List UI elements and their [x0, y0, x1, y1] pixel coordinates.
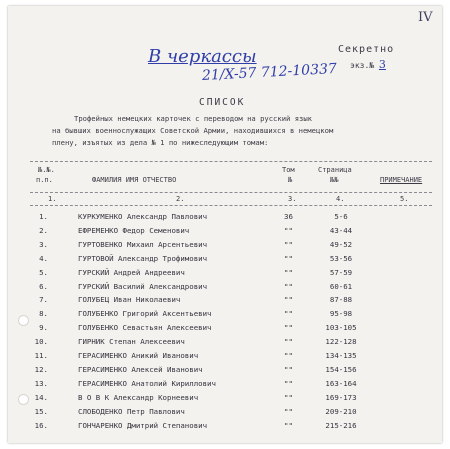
copy-label-line	[350, 58, 386, 71]
header-note: ПРИМЕЧАНИЕ	[380, 176, 423, 184]
row-volume: 36	[284, 212, 293, 221]
row-number: 12.	[34, 364, 48, 374]
row-pages: 122-128	[325, 337, 357, 347]
row-volume: ""	[284, 364, 293, 374]
row-volume: ""	[284, 253, 293, 263]
row-pages: 154-156	[325, 364, 357, 374]
header-name: ФАМИЛИЯ ИМЯ ОТЧЕСТВО	[92, 176, 177, 184]
row-pages: 87-88	[329, 295, 353, 305]
row-name: ГОЛУБЕНКО Григорий Аксентьевич	[78, 309, 212, 319]
document-page	[8, 6, 442, 443]
header-page-line1: Страница	[318, 166, 352, 174]
row-volume: ""	[284, 323, 293, 333]
punch-hole-lower	[18, 394, 29, 405]
row-number: 7.	[39, 295, 48, 305]
row-pages: 53-56	[329, 253, 353, 263]
row-name: ГУРСКИЙ Андрей Андреевич	[78, 267, 185, 277]
intro-line-3: плену, изъятых из дела № 1 по нижеследующим томам:	[52, 138, 269, 147]
row-volume: ""	[284, 295, 293, 305]
colnum-2: 2.	[176, 195, 185, 203]
row-name: В О В К Александр Корнеевич	[78, 392, 199, 402]
row-volume: ""	[284, 309, 293, 319]
corner-mark: IV	[418, 10, 433, 25]
table-rule-mid	[30, 192, 432, 193]
row-name: ГИРНИК Степан Алексеевич	[78, 337, 185, 347]
row-number: 14.	[34, 392, 48, 402]
row-volume: ""	[284, 351, 293, 360]
row-pages: 103-105	[325, 323, 357, 333]
header-volume-line1: Том	[282, 166, 295, 174]
row-pages: 163-164	[325, 378, 357, 388]
row-name: СЛОБОДЕНКО Петр Павлович	[78, 406, 185, 416]
header-volume-line2: №	[288, 176, 293, 184]
colnum-4: 4.	[336, 195, 345, 203]
row-name: ГУРТОВЕНКО Михаил Арсентьевич	[78, 239, 208, 249]
row-number: 8.	[39, 309, 48, 319]
document-title: СПИСОК	[199, 97, 246, 108]
colnum-3: 3.	[288, 195, 297, 203]
row-pages: 49-52	[329, 239, 353, 249]
row-volume: ""	[284, 406, 293, 416]
row-name: ГОЛУБЕЦ Иван Николаевич	[78, 295, 181, 305]
row-pages: 5-6	[334, 212, 348, 221]
copy-label: экз.№	[350, 61, 375, 70]
table-rule-bottom	[30, 205, 432, 206]
row-name: ГЕРАСИМЕНКО Алексей Иванович	[78, 364, 203, 374]
row-volume: ""	[284, 378, 293, 388]
row-number: 1.	[39, 212, 48, 221]
row-number: 2.	[39, 225, 48, 235]
header-num-line2: п.п.	[36, 176, 53, 184]
row-number: 6.	[39, 281, 48, 291]
handwritten-city: В черкассы	[148, 46, 257, 67]
row-number: 5.	[39, 267, 48, 277]
row-name: КУРКУМЕНКО Александр Павлович	[78, 212, 208, 221]
row-name: ГОЛУБЕНКО Севастьян Алексеевич	[78, 323, 212, 333]
row-volume: ""	[284, 420, 293, 430]
row-pages: 169-173	[325, 392, 357, 402]
row-number: 11.	[34, 351, 48, 360]
row-volume: ""	[284, 337, 293, 347]
row-pages: 134-135	[325, 351, 357, 360]
header-num-line1: №.№.	[38, 166, 55, 174]
row-name: ГУРСКИЙ Василий Александрович	[78, 281, 208, 291]
row-number: 15.	[34, 406, 48, 416]
row-number: 4.	[39, 253, 48, 263]
punch-hole-upper	[18, 315, 29, 326]
row-pages: 209-210	[325, 406, 357, 416]
row-volume: ""	[284, 267, 293, 277]
row-name: ГЕРАСИМЕНКО Анатолий Кириллович	[78, 378, 216, 388]
row-number: 3.	[39, 239, 48, 249]
colnum-1: 1.	[48, 195, 57, 203]
intro-line-2: на бывших военнослужащих Советской Армии, находившихся в немецком	[52, 126, 334, 135]
row-volume: ""	[284, 239, 293, 249]
row-volume: ""	[284, 225, 293, 235]
row-number: 9.	[39, 323, 48, 333]
table-rule-top	[30, 161, 432, 162]
row-volume: ""	[284, 392, 293, 402]
row-name: ЕФРЕМЕНКО Федор Семенович	[78, 225, 190, 235]
row-pages: 95-98	[329, 309, 353, 319]
header-page-line2: №№	[330, 176, 339, 184]
intro-line-1: Трофейных немецких карточек с переводом на русский язык	[74, 114, 312, 123]
secret-stamp: Секретно	[338, 44, 395, 55]
colnum-5: 5.	[400, 195, 409, 203]
row-name: ГОНЧАРЕНКО Дмитрий Степанович	[78, 420, 208, 430]
row-number: 16.	[34, 420, 48, 430]
row-pages: 43-44	[329, 225, 353, 235]
row-name: ГЕРАСИМЕНКО Аникий Иванович	[78, 351, 199, 360]
row-pages: 60-61	[329, 281, 353, 291]
handwritten-reg-number: 21/X-57 712-10337	[201, 60, 338, 84]
copy-number: 3	[378, 58, 386, 71]
row-name: ГУРТОВОЙ Александр Трофимович	[78, 253, 208, 263]
row-volume: ""	[284, 281, 293, 291]
row-pages: 57-59	[329, 267, 353, 277]
row-pages: 215-216	[325, 420, 357, 430]
row-number: 13.	[34, 378, 48, 388]
row-number: 10.	[34, 337, 48, 347]
